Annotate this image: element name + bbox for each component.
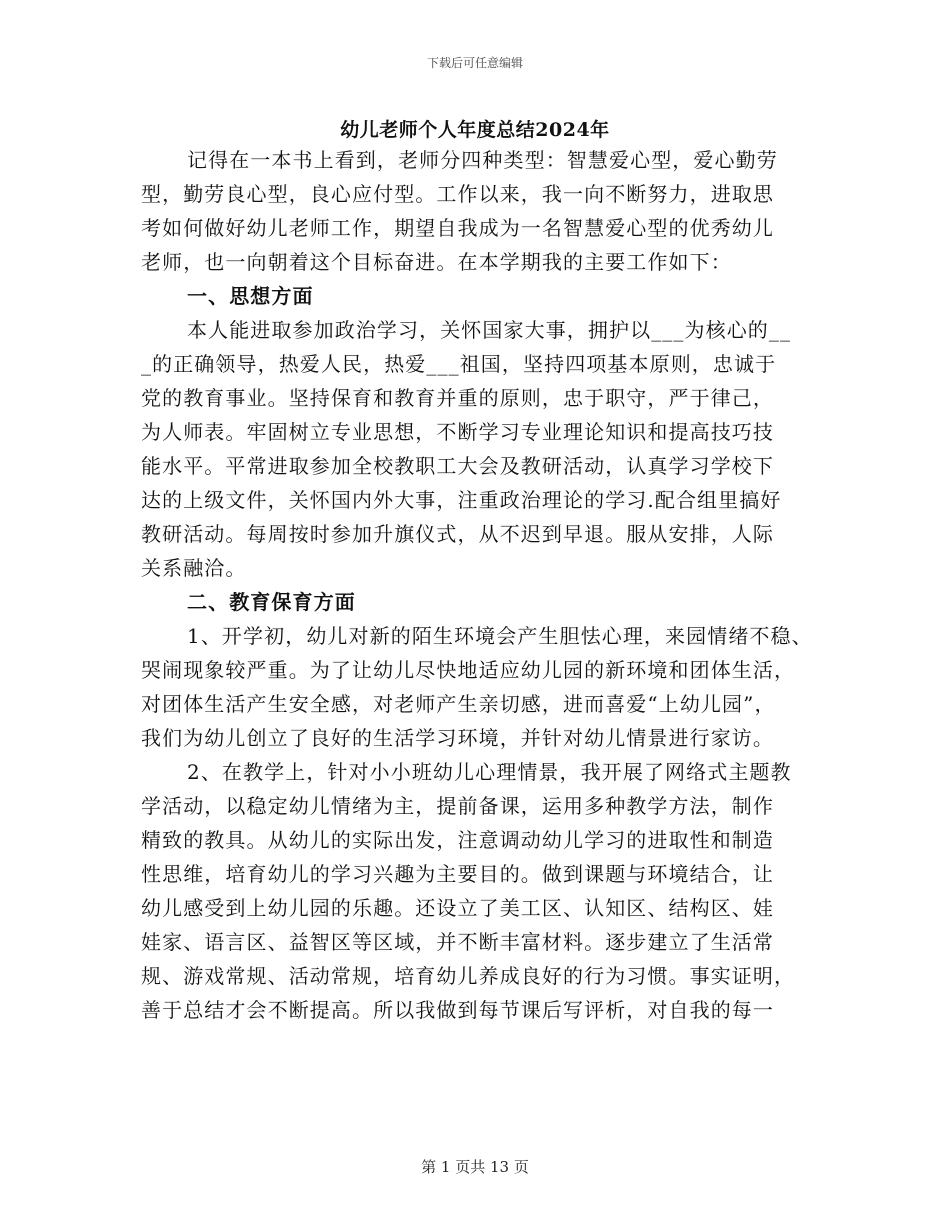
paragraph-line: 1、开学初，幼儿对新的陌生环境会产生胆怯心理，来园情绪不稳、	[187, 624, 813, 648]
paragraph-line: 为人师表。牢固树立专业思想，不断学习专业理论知识和提高技巧技	[141, 420, 774, 444]
paragraph-line: 党的教育事业。坚持保育和教育并重的原则，忠于职守，严于律己，	[141, 386, 774, 410]
page-header-note: 下载后可任意编辑	[426, 56, 523, 70]
paragraph-line: 对团体生活产生安全感，对老师产生亲切感，进而喜爱“上幼儿园”，	[141, 692, 776, 716]
paragraph-line: 幼儿感受到上幼儿园的乐趣。还设立了美工区、认知区、结构区、娃	[141, 896, 774, 920]
paragraph-line: _的正确领导，热爱人民，热爱___祖国，坚持四项基本原则，忠诚于	[141, 352, 777, 376]
paragraph-line: 达的上级文件，关怀国内外大事，注重政治理论的学习.配合组里搞好	[141, 488, 782, 512]
paragraph-line: 型，勤劳良心型，良心应付型。工作以来，我一向不断努力，进取思	[141, 182, 774, 206]
page-footer: 第 1 页共 13 页	[421, 1158, 529, 1176]
paragraph-line: 学活动，以稳定幼儿情绪为主，提前备课，运用多种教学方法，制作	[141, 794, 774, 818]
paragraph-line: 教研活动。每周按时参加升旗仪式，从不迟到早退。服从安排，人际	[141, 522, 774, 546]
document-title: 幼儿老师个人年度总结2024年	[340, 119, 610, 141]
paragraph-line: 能水平。平常进取参加全校教职工大会及教研活动，认真学习学校下	[141, 454, 774, 478]
paragraph-line: 我们为幼儿创立了良好的生活学习环境，并针对幼儿情景进行家访。	[141, 726, 774, 750]
paragraph-line: 善于总结才会不断提高。所以我做到每节课后写评析，对自我的每一	[141, 998, 774, 1022]
paragraph-line: 本人能进取参加政治学习，关怀国家大事，拥护以___为核心的__	[187, 318, 792, 342]
paragraph-line: 哭闹现象较严重。为了让幼儿尽快地适应幼儿园的新环境和团体生活，	[141, 658, 796, 682]
paragraph-line: 关系融洽。	[141, 556, 247, 580]
paragraph-line: 性思维，培育幼儿的学习兴趣为主要目的。做到课题与环境结合，让	[141, 862, 774, 886]
section-heading: 一、思想方面	[187, 284, 314, 308]
paragraph-line: 娃家、语言区、益智区等区域，并不断丰富材料。逐步建立了生活常	[141, 930, 774, 954]
paragraph-line: 记得在一本书上看到，老师分四种类型：智慧爱心型，爱心勤劳	[187, 148, 778, 172]
paragraph-line: 2、在教学上，针对小小班幼儿心理情景，我开展了网络式主题教	[187, 760, 792, 784]
paragraph-line: 老师，也一向朝着这个目标奋进。在本学期我的主要工作如下：	[141, 250, 732, 274]
section-heading: 二、教育保育方面	[187, 590, 356, 614]
paragraph-line: 规、游戏常规、活动常规，培育幼儿养成良好的行为习惯。事实证明，	[141, 964, 796, 988]
paragraph-line: 精致的教具。从幼儿的实际出发，注意调动幼儿学习的进取性和制造	[141, 828, 774, 852]
paragraph-line: 考如何做好幼儿老师工作，期望自我成为一名智慧爱心型的优秀幼儿	[141, 216, 774, 240]
document-body	[141, 143, 811, 1027]
